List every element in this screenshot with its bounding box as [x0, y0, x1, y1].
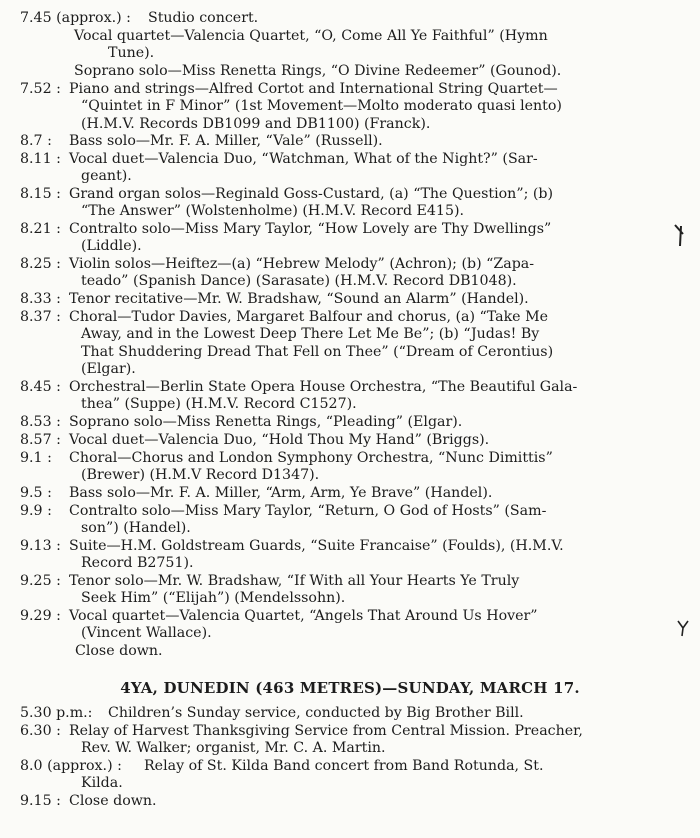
entry-line: (Brewer) (H.M.V Record D1347).	[81, 467, 320, 484]
ink-mark-icon	[676, 618, 690, 638]
program-entry-8	[20, 256, 675, 291]
entry-line: son”) (Handel).	[81, 520, 191, 537]
program-entry-10	[20, 309, 675, 379]
entry-line: Tenor solo—Mr. W. Bradshaw, “If With all Your Hearts Ye Truly	[69, 573, 520, 589]
entry-line: Choral—Chorus and London Symphony Orchestra, “Nunc Dimittis”	[69, 450, 553, 466]
entry-time: 8.15 :	[20, 186, 61, 202]
entry-line: Vocal quartet—Valencia Quartet, “O, Come All Ye Faithful” (Hymn	[74, 28, 548, 44]
entry-line: Suite—H.M. Goldstream Guards, “Suite Francaise” (Foulds), (H.M.V.	[69, 538, 564, 554]
program-entry-18	[20, 573, 675, 608]
program-entry-0	[20, 10, 675, 27]
program-entry-19	[20, 608, 675, 643]
entry-time: 8.7 :	[20, 133, 52, 149]
entry-line: “The Answer” (Wolstenholme) (H.M.V. Record E415).	[81, 203, 465, 220]
entry-line: Rev. W. Walker; organist, Mr. C. A. Martin.	[81, 740, 386, 757]
entry-time: 8.25 :	[20, 256, 61, 272]
entry-line: (Vincent Wallace).	[81, 625, 212, 642]
entry-time: 8.11 :	[20, 151, 61, 167]
entry-line: Close down.	[75, 643, 163, 659]
entry-line: Tune).	[108, 45, 155, 62]
entry-line: (Elgar).	[81, 361, 136, 378]
entry-time: 9.15 :	[20, 793, 61, 809]
program-entry-13	[20, 432, 675, 449]
entry-line: teado” (Spanish Dance) (Sarasate) (H.M.V. Record DB1048).	[81, 273, 517, 290]
program-2-entry-2	[20, 758, 675, 793]
entry-line: Bass solo—Mr. F. A. Miller, “Vale” (Russell).	[69, 133, 383, 149]
entry-line: Violin solos—Heiftez—(a) “Hebrew Melody” (Achron); (b) “Zapa-	[69, 256, 535, 272]
entry-time: 9.13 :	[20, 538, 61, 554]
entry-line: Soprano solo—Miss Renetta Rings, “Pleading” (Elgar).	[69, 414, 463, 430]
entry-line: That Shuddering Dread That Fell on Thee” (“Dream of Cerontius)	[81, 343, 554, 360]
entry-line: Relay of St. Kilda Band concert from Band Rotunda, St.	[144, 758, 544, 774]
entry-line: Vocal duet—Valencia Duo, “Watchman, What of the Night?” (Sar-	[69, 151, 538, 167]
program-entry-20	[20, 643, 675, 660]
entry-time: 8.37 :	[20, 309, 61, 325]
entry-line: Relay of Harvest Thanksgiving Service from Central Mission. Preacher,	[69, 723, 583, 739]
entry-line: Tenor recitative—Mr. W. Bradshaw, “Sound an Alarm” (Handel).	[69, 291, 529, 307]
entry-line: Children’s Sunday service, conducted by Big Brother Bill.	[108, 705, 524, 721]
program-2-entry-3	[20, 793, 675, 810]
entry-line: Contralto solo—Miss Mary Taylor, “Return, O God of Hosts” (Sam-	[69, 503, 547, 519]
entry-time: 7.45 (approx.) :	[20, 10, 131, 26]
entry-line: Kilda.	[81, 775, 123, 792]
entry-line: Choral—Tudor Davies, Margaret Balfour and chorus, (a) “Take Me	[69, 309, 549, 325]
program-entry-12	[20, 414, 675, 431]
entry-line: (Liddle).	[81, 238, 142, 255]
program-entry-16	[20, 503, 675, 538]
program-entry-1	[20, 28, 675, 63]
entry-line: Vocal duet—Valencia Duo, “Hold Thou My Hand” (Briggs).	[69, 432, 490, 448]
entry-line: Record B2751).	[81, 555, 194, 572]
program-entry-2	[20, 63, 675, 80]
entry-line: Piano and strings—Alfred Cortot and International String Quartet—	[69, 81, 558, 97]
entry-time: 8.0 (approx.) :	[20, 758, 122, 774]
entry-time: 6.30 :	[20, 723, 61, 739]
program-entry-5	[20, 151, 675, 186]
entry-line: “Quintet in F Minor” (1st Movement—Molto moderato quasi lento)	[81, 98, 562, 115]
program-entry-17	[20, 538, 675, 573]
entry-line: Studio concert.	[148, 10, 259, 26]
entry-line: Soprano solo—Miss Renetta Rings, “O Divine Redeemer” (Gounod).	[74, 63, 562, 79]
entry-line: Bass solo—Mr. F. A. Miller, “Arm, Arm, Ye Brave” (Handel).	[69, 485, 493, 501]
entry-time: 8.45 :	[20, 379, 61, 395]
entry-time: 9.5 :	[20, 485, 52, 501]
entry-line: Away, and in the Lowest Deep There Let Me Be”; (b) “Judas! By	[81, 326, 540, 343]
entry-time: 9.1 :	[20, 450, 52, 466]
program-entry-9	[20, 291, 675, 308]
ink-mark-icon	[672, 222, 686, 248]
program-entry-11	[20, 379, 675, 414]
entry-time: 5.30 p.m.:	[20, 705, 93, 721]
entry-line: geant).	[81, 168, 132, 185]
program-entry-15	[20, 485, 675, 502]
program-2-entry-0	[20, 705, 675, 722]
entry-time: 9.29 :	[20, 608, 61, 624]
program-entry-6	[20, 186, 675, 221]
program-entry-7	[20, 221, 675, 256]
section-heading: 4YA, DUNEDIN (463 METRES)—SUNDAY, MARCH 17.	[120, 679, 580, 697]
program-entry-3	[20, 81, 675, 133]
entry-line: Close down.	[69, 793, 157, 809]
entry-time: 8.53 :	[20, 414, 61, 430]
entry-time: 7.52 :	[20, 81, 61, 97]
entry-line: Seek Him” (“Elijah”) (Mendelssohn).	[81, 590, 346, 607]
entry-line: Vocal quartet—Valencia Quartet, “Angels That Around Us Hover”	[69, 608, 538, 624]
entry-time: 9.25 :	[20, 573, 61, 589]
entry-time: 9.9 :	[20, 503, 52, 519]
entry-line: Grand organ solos—Reginald Goss-Custard, (a) “The Question”; (b)	[69, 186, 554, 202]
entry-time: 8.57 :	[20, 432, 61, 448]
entry-line: (H.M.V. Records DB1099 and DB1100) (Franck).	[81, 115, 431, 132]
entry-line: thea” (Suppe) (H.M.V. Record C1527).	[81, 396, 357, 413]
program-entry-4	[20, 133, 675, 150]
entry-line: Contralto solo—Miss Mary Taylor, “How Lovely are Thy Dwellings”	[69, 221, 552, 237]
program-entry-14	[20, 450, 675, 485]
entry-line: Orchestral—Berlin State Opera House Orchestra, “The Beautiful Gala-	[69, 379, 578, 395]
program-2-entry-1	[20, 723, 675, 758]
entry-time: 8.21 :	[20, 221, 61, 237]
entry-time: 8.33 :	[20, 291, 61, 307]
